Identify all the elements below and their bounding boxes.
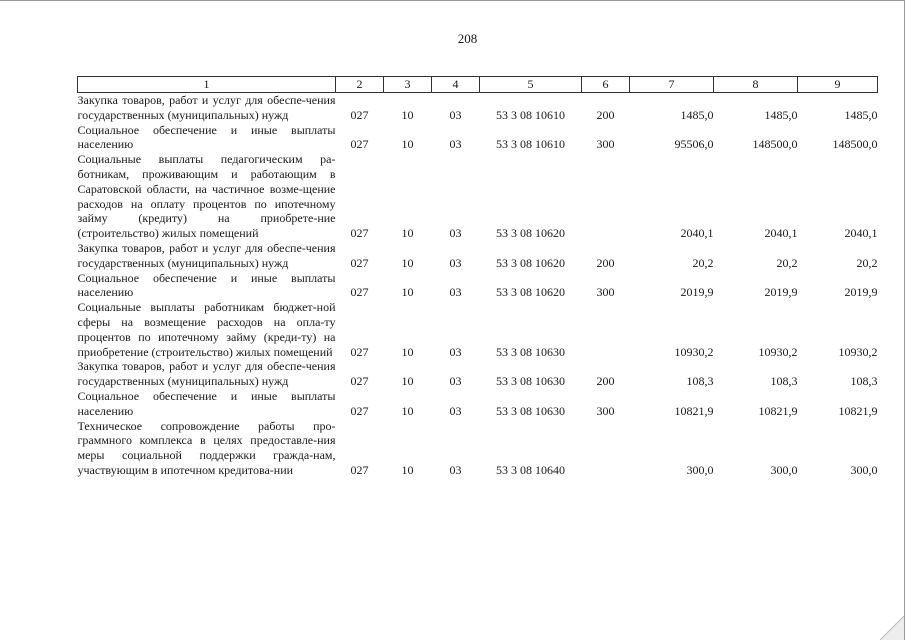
header-col-8: 8 (714, 77, 798, 93)
row-cell-c3: 10 (401, 374, 414, 389)
row-cell-c8: 300,0 (770, 462, 798, 477)
row-cell-c7: 10930,2 (674, 344, 714, 359)
row-cell-c2: 027 (350, 403, 369, 418)
row-cell-c9: 10821,9 (838, 403, 878, 418)
row-cell-c3: 10 (401, 255, 414, 270)
row-cell-c9: 148500,0 (832, 137, 878, 152)
row-cell-c4: 03 (449, 462, 462, 477)
row-cell-c7: 2019,9 (680, 285, 714, 300)
row-description: Социальные выплаты педагогическим ра-ботникам, проживающим и работающим в Саратовской области, на частичное возме-щение расходов на оплату процентов по ипотечному займу (кредиту) на приобрете-ние (строительство) жилых помещений (77, 152, 336, 241)
row-cell-c2: 027 (350, 344, 369, 359)
row-cell-c9: 300,0 (850, 462, 878, 477)
row-cell-c3: 10 (401, 462, 414, 477)
table-row (78, 359, 878, 389)
row-cell-c8: 10821,9 (758, 403, 798, 418)
row-cell-c7: 108,3 (686, 374, 714, 389)
row-cell-c9: 1485,0 (844, 107, 878, 122)
row-cell-c6: 300 (596, 403, 615, 418)
table-body (78, 93, 878, 478)
row-description: Техническое сопровождение работы про-граммного комплекса в целях предоставле-ния меры социальной поддержки гражда-нам, участвующим в ипотечном кредитова-нии (77, 418, 336, 477)
row-cell-c8: 2040,1 (764, 226, 798, 241)
row-cell-c6 (582, 152, 630, 241)
row-cell-c5: 53 3 08 10610 (496, 137, 565, 152)
page-curl-icon (880, 616, 904, 640)
row-cell-c4: 03 (449, 403, 462, 418)
row-cell-c7: 20,2 (692, 255, 714, 270)
header-col-5: 5 (480, 77, 582, 93)
row-cell-c7: 300,0 (686, 462, 714, 477)
row-cell-c4: 03 (449, 344, 462, 359)
row-cell-c5: 53 3 08 10640 (496, 462, 565, 477)
row-cell-c9: 108,3 (850, 374, 878, 389)
row-cell-c4: 03 (449, 285, 462, 300)
row-cell-c5: 53 3 08 10620 (496, 255, 565, 270)
table-row (78, 300, 878, 359)
row-cell-c5: 53 3 08 10610 (496, 107, 565, 122)
row-cell-c3: 10 (401, 285, 414, 300)
table-row (78, 93, 878, 123)
row-cell-c2: 027 (350, 226, 369, 241)
header-col-9: 9 (798, 77, 878, 93)
row-cell-c2: 027 (350, 374, 369, 389)
row-cell-c7: 1485,0 (680, 107, 714, 122)
row-cell-c7: 2040,1 (680, 226, 714, 241)
row-cell-c6: 200 (596, 255, 615, 270)
row-description: Закупка товаров, работ и услуг для обеспе-чения государственных (муниципальных) нужд (77, 240, 336, 270)
row-cell-c4: 03 (449, 137, 462, 152)
row-cell-c5: 53 3 08 10620 (496, 285, 565, 300)
row-cell-c6: 300 (596, 285, 615, 300)
row-cell-c8: 108,3 (770, 374, 798, 389)
table-row (78, 419, 878, 478)
row-cell-c8: 10930,2 (758, 344, 798, 359)
row-cell-c2: 027 (350, 462, 369, 477)
table-row (78, 241, 878, 271)
table-row (78, 271, 878, 301)
row-description: Социальное обеспечение и иные выплаты населению (77, 122, 336, 152)
row-cell-c2: 027 (350, 107, 369, 122)
row-cell-c9: 2019,9 (844, 285, 878, 300)
row-description: Социальные выплаты работникам бюджет-ной сферы на возмещение расходов на опла-ту процентов по ипотечному займу (креди-ту) на приобретение (строительство) жилых помещений (77, 300, 336, 359)
row-cell-c7: 95506,0 (674, 137, 714, 152)
budget-table (77, 76, 878, 478)
row-cell-c4: 03 (449, 107, 462, 122)
header-col-2: 2 (336, 77, 384, 93)
row-cell-c4: 03 (449, 255, 462, 270)
row-cell-c8: 1485,0 (764, 107, 798, 122)
row-cell-c8: 20,2 (776, 255, 798, 270)
table-row (78, 389, 878, 419)
row-cell-c5: 53 3 08 10630 (496, 374, 565, 389)
row-cell-c9: 10930,2 (838, 344, 878, 359)
row-cell-c5: 53 3 08 10630 (496, 344, 565, 359)
header-col-1: 1 (78, 77, 336, 93)
row-cell-c2: 027 (350, 285, 369, 300)
row-description: Социальное обеспечение и иные выплаты населению (77, 270, 336, 300)
row-cell-c2: 027 (350, 255, 369, 270)
header-col-6: 6 (582, 77, 630, 93)
row-cell-c3: 10 (401, 226, 414, 241)
row-description: Закупка товаров, работ и услуг для обеспе-чения государственных (муниципальных) нужд (77, 359, 336, 389)
row-cell-c8: 148500,0 (752, 137, 798, 152)
row-cell-c4: 03 (449, 374, 462, 389)
row-description: Социальное обеспечение и иные выплаты населению (77, 388, 336, 418)
row-cell-c3: 10 (401, 403, 414, 418)
row-cell-c6: 300 (596, 137, 615, 152)
row-cell-c6: 200 (596, 107, 615, 122)
page-edge-top (0, 0, 905, 1)
row-cell-c3: 10 (401, 107, 414, 122)
header-col-7: 7 (630, 77, 714, 93)
page-number: 208 (457, 31, 478, 46)
header-col-4: 4 (432, 77, 480, 93)
table-row (78, 152, 878, 241)
table-row (78, 123, 878, 153)
row-cell-c9: 2040,1 (844, 226, 878, 241)
row-cell-c5: 53 3 08 10630 (496, 403, 565, 418)
row-cell-c3: 10 (401, 137, 414, 152)
row-cell-c2: 027 (350, 137, 369, 152)
row-cell-c5: 53 3 08 10620 (496, 226, 565, 241)
row-cell-c9: 20,2 (856, 255, 878, 270)
row-cell-c6 (582, 419, 630, 478)
row-cell-c3: 10 (401, 344, 414, 359)
header-row (78, 77, 878, 93)
row-description: Закупка товаров, работ и услуг для обеспе-чения государственных (муниципальных) нужд (77, 93, 336, 122)
row-cell-c4: 03 (449, 226, 462, 241)
row-cell-c6 (582, 300, 630, 359)
header-col-3: 3 (384, 77, 432, 93)
row-cell-c7: 10821,9 (674, 403, 714, 418)
row-cell-c8: 2019,9 (764, 285, 798, 300)
row-cell-c6: 200 (596, 374, 615, 389)
